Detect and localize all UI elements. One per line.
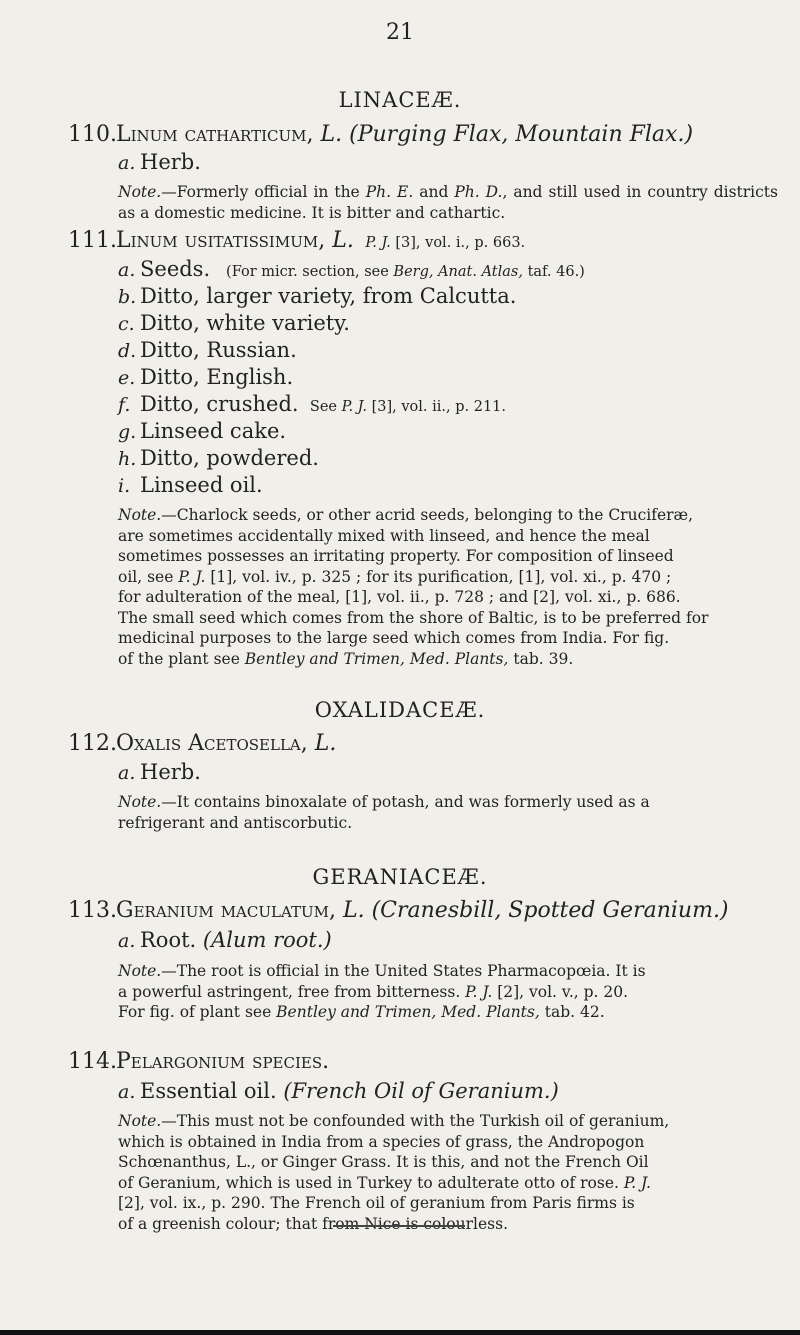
item-letter: a. <box>118 1081 136 1103</box>
note-line: for adulteration of the meal, [1], vol. ii., p. 728 ; and [2], vol. xi., p. 686. <box>118 588 681 606</box>
item-111-i <box>118 473 263 497</box>
item-text: Root. <box>140 928 197 952</box>
species-name: Geranium maculatum, <box>116 898 336 923</box>
note-label: Note. <box>118 962 162 980</box>
note-ref: P. J. <box>178 567 206 586</box>
note-line <box>118 649 778 670</box>
item-extra: [3], vol. ii., p. 211. <box>366 399 507 415</box>
note-110 <box>118 182 778 223</box>
note-ref: P. J. <box>623 1173 651 1192</box>
note-ref: Ph. D. <box>454 183 503 201</box>
item-111-f <box>118 392 506 416</box>
note-ref: Ph. E. <box>365 183 414 201</box>
note-line <box>118 567 778 588</box>
note-text: —The root is official in the United States Pharmacopœia. It is <box>161 962 646 980</box>
note-line <box>118 982 778 1003</box>
item-extra: See <box>309 399 342 415</box>
note-label: Note. <box>118 1112 162 1130</box>
note-line <box>118 792 778 813</box>
note-111 <box>118 505 778 669</box>
item-letter: a. <box>118 762 136 784</box>
item-text: Herb. <box>140 150 201 174</box>
note-114 <box>118 1111 778 1234</box>
note-line: of a greenish colour; that from Nice is colourless. <box>118 1214 508 1233</box>
note-text: of the plant see <box>118 649 245 668</box>
item-111-b <box>118 284 516 308</box>
item-111-c <box>118 311 350 335</box>
item-extra: (French Oil of Geranium.) <box>283 1079 559 1103</box>
authority: L. <box>332 228 354 253</box>
item-111-h <box>118 446 319 470</box>
item-113-a <box>118 928 332 952</box>
note-ref: Bentley and Trimen, Med. Plants, <box>244 649 509 668</box>
item-extra-ref: Berg, Anat. Atlas, <box>393 264 523 280</box>
note-text: —Charlock seeds, or other acrid seeds, belonging to the Cruciferæ, <box>161 506 694 524</box>
entry-112-heading <box>68 731 336 756</box>
note-text: oil, see <box>118 567 179 586</box>
item-text: Ditto, Russian. <box>140 338 297 362</box>
common-name: (Purging Flax, Mountain Flax.) <box>349 122 694 147</box>
item-extra: (Alum root.) <box>202 928 332 952</box>
note-text: , and still used in country districts as a domestic medicine. It is bitter and cathartic. <box>118 183 778 222</box>
entry-number: 114. <box>68 1049 117 1074</box>
item-111-d <box>118 338 297 362</box>
item-text: Essential oil. <box>140 1079 277 1103</box>
note-ref: P. J. <box>465 982 493 1001</box>
authority: L. <box>314 731 337 756</box>
item-111-a <box>118 257 585 281</box>
item-letter: f. <box>118 394 131 416</box>
note-text: tab. 42. <box>539 1003 605 1021</box>
note-text: For fig. of plant see <box>118 1003 277 1021</box>
note-line: which is obtained in India from a species of grass, the Andropogon <box>118 1132 645 1151</box>
entry-number: 112. <box>68 731 117 756</box>
note-text: tab. 39. <box>508 649 574 668</box>
authority: L. <box>320 122 343 147</box>
note-text: [2], vol. v., p. 20. <box>492 982 629 1001</box>
page-number: 21 <box>386 20 414 45</box>
note-text: of Geranium, which is used in Turkey to adulterate otto of rose. <box>118 1173 624 1192</box>
species-name: Pelargonium species. <box>116 1049 330 1074</box>
note-text: —It contains binoxalate of potash, and was formerly used as a <box>161 793 650 811</box>
note-ref: Bentley and Trimen, Med. Plants, <box>276 1003 540 1021</box>
note-line: The small seed which comes from the shore of Baltic, is to be preferred for <box>118 608 709 627</box>
note-label: Note. <box>118 506 162 524</box>
item-extra: (For micr. section, see <box>226 264 394 280</box>
item-text: Linseed oil. <box>140 473 263 497</box>
entry-113-heading <box>68 898 729 923</box>
note-line <box>118 961 778 982</box>
family-heading-geraniaceae: GERANIACEÆ. <box>312 865 488 889</box>
item-letter: e. <box>118 367 136 389</box>
note-text: —Formerly official in the <box>161 183 366 201</box>
note-line: Schœnanthus, L., or Ginger Grass. It is this, and not the French Oil <box>118 1153 649 1171</box>
note-line: [2], vol. ix., p. 290. The French oil of geranium from Paris firms is <box>118 1194 635 1212</box>
note-label: Note. <box>118 793 162 811</box>
item-text: Seeds. <box>140 257 211 281</box>
note-line <box>118 1111 778 1132</box>
item-112-a <box>118 760 201 784</box>
note-line: sometimes possesses an irritating property. For composition of linseed <box>118 547 674 565</box>
species-name: Oxalis Acetosella, <box>116 731 308 756</box>
family-heading-linaceae: LINACEÆ. <box>338 88 462 112</box>
item-111-e <box>118 365 293 389</box>
item-letter: b. <box>118 286 137 308</box>
species-name: Linum usitatissimum, <box>116 228 326 253</box>
item-letter: a. <box>118 152 136 174</box>
note-text: and <box>413 183 455 201</box>
item-letter: a. <box>118 930 136 952</box>
item-letter: d. <box>118 340 137 362</box>
item-letter: g. <box>118 421 137 443</box>
note-text: a powerful astringent, free from bitterness. <box>118 982 466 1001</box>
note-text: —This must not be confounded with the Turkish oil of geranium, <box>161 1112 670 1130</box>
reference: [3], vol. i., p. 663. <box>395 235 526 251</box>
footer-rule <box>333 1225 465 1227</box>
species-name: Linum catharticum, <box>116 122 314 147</box>
item-text: Ditto, larger variety, from Calcutta. <box>140 284 517 308</box>
item-text: Ditto, white variety. <box>140 311 350 335</box>
item-114-a <box>118 1079 559 1103</box>
item-letter: c. <box>118 313 135 335</box>
reference-source: P. J. <box>365 235 391 251</box>
entry-110-heading <box>68 122 693 147</box>
entry-111-heading <box>68 228 525 253</box>
item-letter: h. <box>118 448 137 470</box>
item-text: Herb. <box>140 760 201 784</box>
item-text: Linseed cake. <box>140 419 287 443</box>
item-text: Ditto, English. <box>140 365 294 389</box>
family-heading-oxalidaceae: OXALIDACEÆ. <box>314 698 486 722</box>
note-112 <box>118 792 778 833</box>
note-line: medicinal purposes to the large seed which comes from India. For fig. <box>118 629 670 647</box>
item-extra-ref: P. J. <box>341 399 367 415</box>
note-label: Note. <box>118 183 162 201</box>
entry-number: 113. <box>68 898 117 923</box>
note-line <box>118 505 778 526</box>
entry-number: 111. <box>68 228 117 253</box>
item-letter: a. <box>118 259 136 281</box>
note-line: are sometimes accidentally mixed with linseed, and hence the meal <box>118 526 650 545</box>
entry-114-heading <box>68 1049 329 1074</box>
item-extra: taf. 46.) <box>522 264 585 280</box>
item-110-a <box>118 150 201 174</box>
authority: L. <box>342 898 365 923</box>
note-text: [1], vol. iv., p. 325 ; for its purification, [1], vol. xi., p. 470 ; <box>205 567 672 586</box>
scan-bottom-edge <box>0 1330 800 1335</box>
note-line: refrigerant and antiscorbutic. <box>118 813 353 832</box>
note-line <box>118 1002 778 1023</box>
item-letter: i. <box>118 475 131 497</box>
note-line <box>118 1173 778 1194</box>
entry-number: 110. <box>68 122 117 147</box>
common-name: (Cranesbill, Spotted Geranium.) <box>371 898 729 923</box>
item-text: Ditto, powdered. <box>140 446 319 470</box>
item-111-g <box>118 419 286 443</box>
item-text: Ditto, crushed. <box>140 392 299 416</box>
note-113 <box>118 961 778 1023</box>
